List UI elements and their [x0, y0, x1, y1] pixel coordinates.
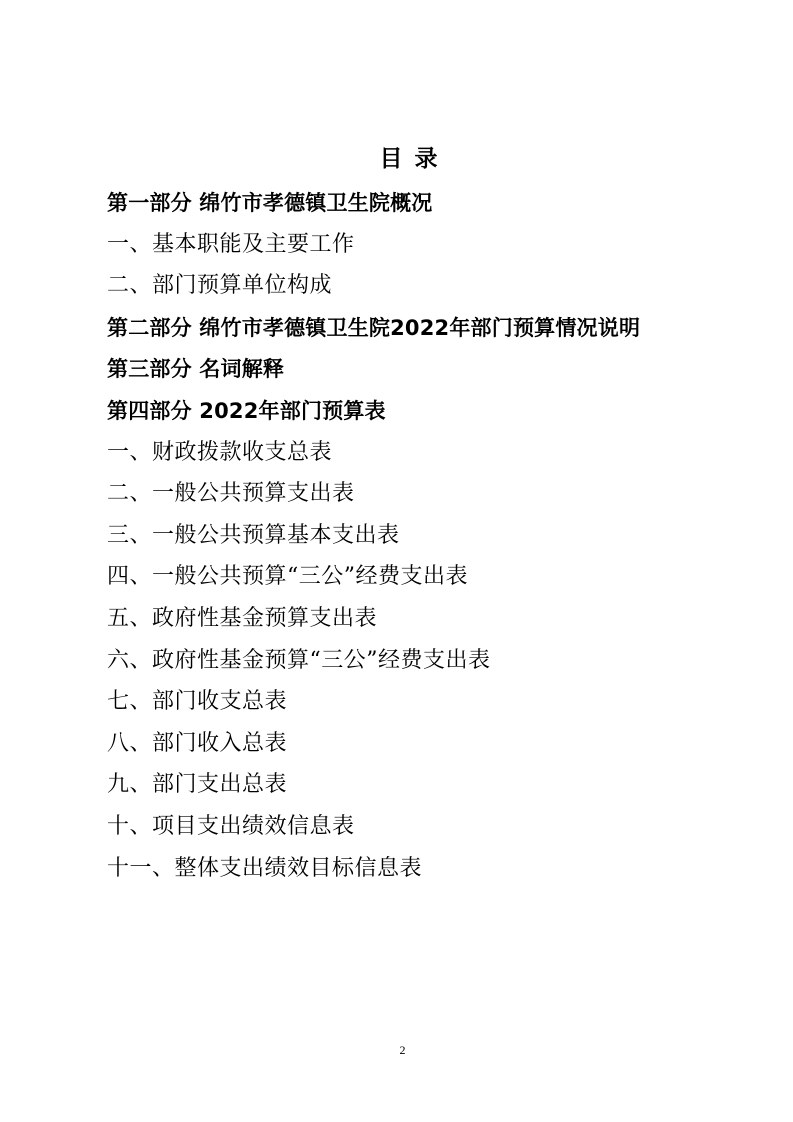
toc-item-table-10[interactable]: 十、项目支出绩效信息表 — [107, 813, 355, 839]
toc-item-table-7[interactable]: 七、部门收支总表 — [107, 689, 288, 715]
toc-item-basic-functions[interactable]: 一、基本职能及主要工作 — [107, 231, 355, 257]
toc-item-table-1[interactable]: 一、财政拨款收支总表 — [107, 439, 333, 465]
toc-part-3[interactable]: 第三部分 名词解释 — [107, 357, 285, 382]
table-of-contents — [107, 185, 640, 892]
toc-part-1[interactable]: 第一部分 绵竹市孝德镇卫生院概况 — [107, 191, 433, 215]
page-number: 2 — [399, 1043, 406, 1057]
toc-item-table-8[interactable]: 八、部门收入总表 — [107, 730, 288, 756]
toc-part-4[interactable]: 第四部分 2022年部门预算表 — [107, 398, 386, 423]
toc-item-table-11[interactable]: 十一、整体支出绩效目标信息表 — [107, 855, 423, 881]
toc-item-budget-units[interactable]: 二、部门预算单位构成 — [107, 273, 333, 299]
toc-item-table-9[interactable]: 九、部门支出总表 — [107, 772, 288, 798]
toc-item-table-3[interactable]: 三、一般公共预算基本支出表 — [107, 522, 400, 548]
toc-item-table-6[interactable]: 六、政府性基金预算“三公”经费支出表 — [107, 647, 491, 673]
toc-part-2[interactable]: 第二部分 绵竹市孝德镇卫生院2022年部门预算情况说明 — [107, 315, 641, 340]
toc-item-table-4[interactable]: 四、一般公共预算“三公”经费支出表 — [107, 564, 468, 590]
toc-title: 目录 — [379, 146, 450, 172]
toc-item-table-5[interactable]: 五、政府性基金预算支出表 — [107, 605, 378, 631]
toc-item-table-2[interactable]: 二、一般公共预算支出表 — [107, 481, 355, 507]
